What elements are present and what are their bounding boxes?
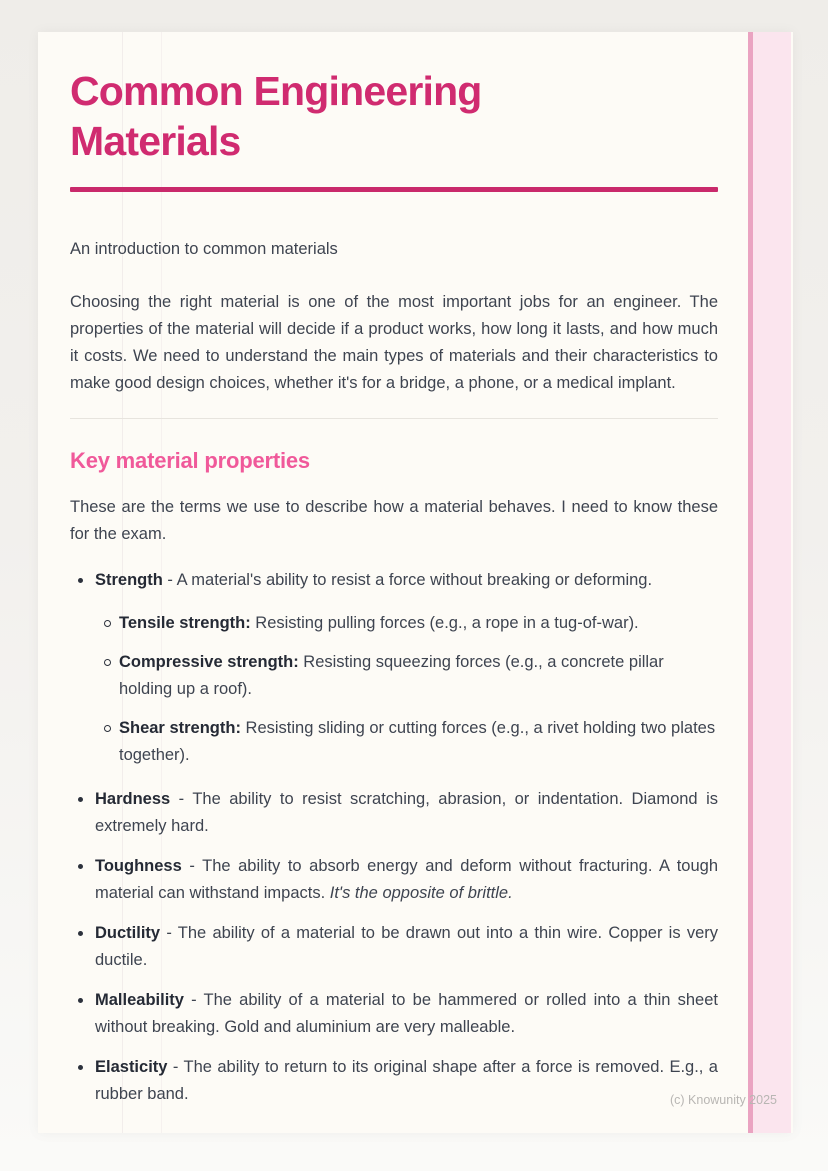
term-description: The ability to absorb energy and deform without fracturing. A tough material can withstand impacts. [95,857,718,902]
term-separator: - [181,857,203,875]
term-label: Strength [95,571,163,589]
bullet-dot-icon [78,1065,83,1070]
bullet-circle-icon [104,725,111,732]
term-separator: - [170,790,193,808]
list-item-elasticity [70,1054,718,1108]
term-description: Resisting squeezing forces (e.g., a concrete pillar holding up a roof). [119,653,664,698]
section-heading: Key material properties [70,448,310,473]
list-item-ductility [70,920,718,974]
list-item-malleability [70,987,718,1041]
term-label: Compressive strength: [119,653,299,671]
list-item-strength [70,567,718,769]
term-label: Hardness [95,790,171,808]
bullet-dot-icon [78,864,83,869]
strength-sublist [95,610,718,769]
term-description: The ability of a material to be hammered or rolled into a thin sheet without breaking. Gold and aluminium are very malleable. [95,991,718,1036]
bullet-dot-icon [78,931,83,936]
notebook-page [38,32,793,1133]
term-label: Toughness [95,857,182,875]
title-underline-rule [70,187,718,192]
term-label: Malleability [95,991,184,1009]
bullet-dot-icon [78,998,83,1003]
bullet-circle-icon [104,620,111,627]
term-description: Resisting sliding or cutting forces (e.g., a rivet holding two plates together). [119,719,716,764]
term-italic-note: It's the opposite of brittle. [329,884,513,902]
section-lead-paragraph: These are the terms we use to describe how a material behaves. I need to know these for the exam. [70,498,718,543]
list-item-compressive-strength [95,649,718,703]
term-description: The ability to return to its original shape after a force is removed. E.g., a rubber band. [95,1058,718,1103]
term-description: The ability to resist scratching, abrasion, or indentation. Diamond is extremely hard. [95,790,718,835]
term-description: Resisting pulling forces (e.g., a rope in a tug-of-war). [250,614,639,632]
bullet-dot-icon [78,797,83,802]
bullet-dot-icon [78,578,83,583]
term-separator: - [160,924,178,942]
term-separator: - [167,1058,184,1076]
term-label: Tensile strength: [119,614,251,632]
term-label: Elasticity [95,1058,168,1076]
properties-list [70,567,718,1108]
term-label: Shear strength: [119,719,241,737]
term-separator: - [183,991,204,1009]
list-item-shear-strength [95,715,718,769]
section-divider [70,418,718,419]
page-margin-stripe [748,32,791,1133]
copyright-watermark: (c) Knowunity 2025 [669,1093,777,1107]
page-title: Common Engineering Materials [70,68,482,164]
term-description: A material's ability to resist a force without breaking or deforming. [176,571,653,589]
intro-paragraph: Choosing the right material is one of the most important jobs for an engineer. The properties of the material will decide if a product works, how long it lasts, and how much it costs. We need to understand the main types of materials and their characteristics to make good design choices, whether it's for a bridge, a phone, or a medical implant. [70,293,718,392]
list-item-tensile-strength [95,610,718,637]
list-item-hardness [70,786,718,840]
subtitle: An introduction to common materials [70,240,338,258]
term-label: Ductility [95,924,161,942]
page-content [70,32,718,1121]
term-description: The ability of a material to be drawn out into a thin wire. Copper is very ductile. [95,924,718,969]
list-item-toughness [70,853,718,907]
term-separator: - [162,571,177,589]
bullet-circle-icon [104,659,111,666]
